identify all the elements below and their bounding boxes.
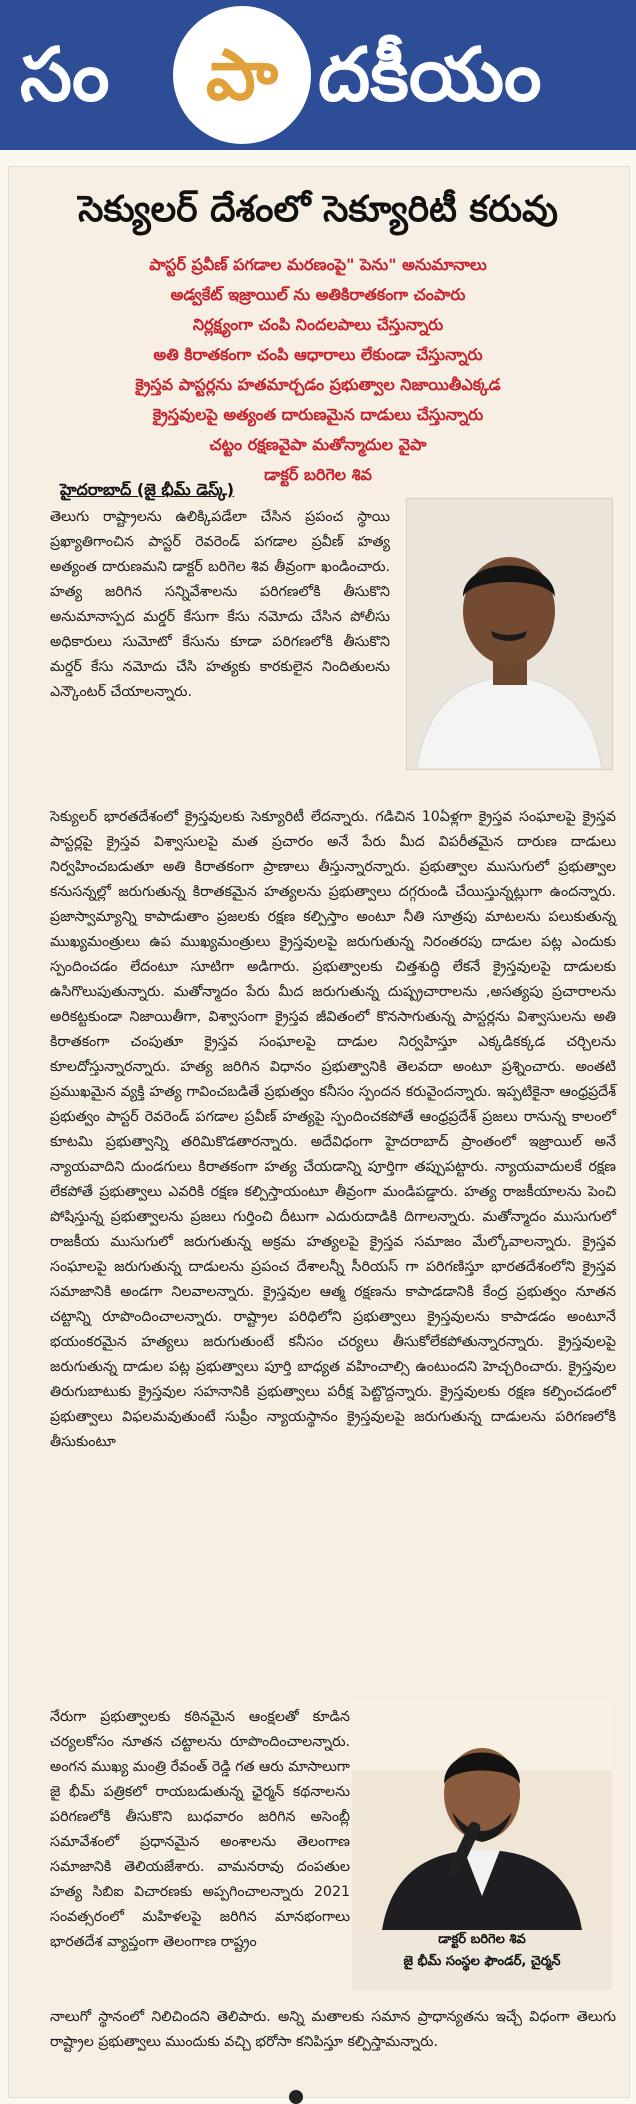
- paragraph-4: నాలుగో స్థానంలో నిలిచిందని తెలిపారు. అన్ని మతాలకు సమాన ప్రాధాన్యతను ఇచ్చే విధంగా తెలుగు రాష్ట్రాల ప్రభుత్వాలు ముందుకు వచ్చి భరోసా కనిపిస్తూ కల్పిస్తామన్నారు.: [50, 2009, 616, 2050]
- photo-caption-name: డాక్టర్ బరిగెల శివ: [438, 1932, 526, 1947]
- subhead: క్రైస్తవులపై అత్యంత దారుణమైన దాడులు చేస్తున్నారు: [152, 405, 484, 424]
- paragraph-3: నేరుగా ప్రభుత్వాలకు కఠినమైన ఆంక్షలతో కూడిన చర్యలకోసం నూతన చట్టాలను రూపొందించాలన్నారు. అంగన ముఖ్య మంత్రి రేవంత్ రెడ్డి గత ఆరు మాసాలుగా జై భీమ్ పత్రికలో రాయబడుతున్న ఛైర్మన్ కథనాలను పరిగణలోకి తీసుకొని బుధవారం జరిగిన అసెంబ్లీ సమావేశంలో ప్రధానమైన అంశాలను తెలంగాణ సమాజానికి తెలియజేశారు. వామనరావు దంపతుల హత్య సిబిఐ విచారణకు అప్పగించాలన్నారు 2021 సంవత్సరంలో మహిళలపై జరిగిన మానభంగాలు భారతదేశ వ్యాప్తంగా తెలంగాణ రాష్ట్రం: [50, 1709, 350, 1950]
- masthead-banner: [0, 0, 636, 150]
- speaker-illustration: [352, 1700, 612, 1930]
- photo-caption-role: జై భీమ్ సంస్థల ఫౌండర్, చైర్మన్: [403, 1954, 561, 1969]
- author-photo: [406, 498, 613, 770]
- subhead: చట్టం రక్షణవైపా మతోన్మాదుల వైపా: [209, 435, 427, 454]
- masthead-word-part2: పా: [205, 34, 279, 116]
- masthead-disc: [173, 6, 311, 144]
- byline: హైదరాబాద్ (జై భీమ్ డెస్క్): [60, 480, 235, 499]
- subhead: పాస్టర్ ప్రవీణ్ పగడాల మరణంపై" పెను" అనుమానాలు: [149, 255, 487, 274]
- article-headline: సెక్యులర్ దేశంలో సెక్యూరిటీ కరువు: [78, 189, 558, 230]
- subhead: నిర్లక్ష్యంగా చంపి నిందలపాలు చేస్తున్నారు: [192, 315, 444, 334]
- subhead: అడ్వకేట్ ఇజ్రాయిల్ ను అతికిరాతకంగా చంపారు: [170, 285, 466, 304]
- portrait-illustration: [407, 499, 612, 769]
- paragraph-2: సెక్యులర్ భారతదేశంలో క్రైస్తవులకు సెక్యూరిటీ లేదన్నారు. గడిచిన 10ఏళ్లగా క్రైస్తవ సంఘాలపై క్రైస్తవ పాస్టర్లపై క్రైస్తవ విశ్వాసులపై మత ప్రచారం అనే పేరు మీద విపరీతమైన దారుణ దాడులు నిర్వహించబడుతూ అతి కిరాతకంగా ప్రాణాలు తీస్తున్నారన్నారు. ప్రభుత్వాల ముసుగులో ప్రభుత్వాల కనుసన్నల్లో జరుగుతున్న కిరాతకమైన హత్యలను ప్రభుత్వాలు దగ్గరుండి చేయిస్తున్నట్లుగా ఉందన్నారు. ప్రజాస్వామ్యాన్ని కాపాడుతాం ప్రజలకు రక్షణ కల్పిస్తాం అంటూ నీతి సూత్రపు మాటలను పలుకుతున్న ముఖ్యమంత్రులు ఉప ముఖ్యమంత్రులు క్రైస్తవులపై జరుగుతున్న నిరంతరపు దాడుల పట్ల ఎందుకు స్పందించడం లేదంటూ సూటిగా అడిగారు. ప్రభుత్వాలకు చిత్తశుద్ధి లేకనే క్రైస్తవులపై దాడులకు ఉసిగొలుపుతున్నారు. మతోన్మాదం పేరు మీద జరుగుతున్న దుష్ప్రచారాలను ,అసత్యపు ప్రచారాలను అరికట్టకుండా నిజాయితీగా, విశ్వాసంగా క్రైస్తవ జీవితంలో కొనసాగుతున్న పాస్టర్లను విశ్వాసులను అతి కిరాతకంగా చంపుతూ క్రైస్తవ సంఘాలపై దాడుల నిర్వహిస్తూ ఎక్కడికక్కడ చర్చిలను కూలదోస్తున్నారన్నారు. హత్య జరిగిన విధానం ప్రభుత్వానికి తెలవదా అంటూ ప్రశ్నించారు. అంతటి ప్రముఖమైన వ్యక్తి హత్య గావించబడితే ప్రభుత్వం కనీసం స్పందన కరువైందన్నారు. ఇప్పటికైనా ఆంధ్రప్రదేశ్ ప్రభుత్వం పాస్టర్ రెవరెండ్ పగడాల ప్రవీణ్ హత్యపై స్పందించకపోతే ఆంధ్రప్రదేశ్ ప్రజలు రానున్న కాలంలో కూటమి ప్రభుత్వాన్ని తరిమికొడతారన్నారు. అదేవిధంగా హైదరాబాద్ ప్రాంతంలో ఇజ్రాయిల్ అనే న్యాయవాదిని దుండగులు కిరాతకంగా హత్య చేయడాన్ని పూర్తిగా తప్పుపట్టారు. న్యాయవాదులకే రక్షణ లేకపోతే ప్రభుత్వాలు ఎవరికి రక్షణ కల్పిస్తాయంటూ తీవ్రంగా మండిపడ్డారు. హత్య రాజకీయాలను పెంచి పోషిస్తున్న ప్రభుత్వాలను ప్రజలు గుర్తించి దీటుగా ఎదురుదాడికి దిగాలన్నారు. మతోన్మాదం ముసుగులో రాజకీయ ముసుగులో జరుగుతున్న అక్రమ హత్యలపై క్రైస్తవ సమాజం మేల్కోవాలన్నారు. క్రైస్తవ సంఘాలపై జరుగుతున్న దాడులను ప్రపంచ దేశాలన్నీ సీరియస్ గా పరిగణిస్తూ భారతదేశంలోని క్రైస్తవ సమాజానికి అండగా నిలవాలన్నారు. క్రైస్తవుల ఆత్మ రక్షణను కాపాడడానికి కేంద్ర ప్రభుత్వం నూతన చట్టాన్ని రూపొందించాలన్నారు. రాష్ట్రాల పరిధిలోని ప్రభుత్వాలు క్రైస్తవులను కాపాడడం అంటూనే భయంకరమైన హత్యలు జరుగుతుంటే కనీసం చర్యలు తీసుకోలేకపోతున్నారన్నారు. క్రైస్తవులపై జరుగుతున్న దాడుల పట్ల ప్రభుత్వాలు పూర్తి బాధ్యత వహించాల్సి ఉంటుందని హెచ్చరించారు. క్రైస్తవుల తిరుగుబాటుకు క్రైస్తవుల సహనానికి ప్రభుత్వాలు పరీక్ష పెట్టొద్దన్నారు. క్రైస్తవులకు రక్షణ కల్పించడంలో ప్రభుత్వాలు విఫలమవుతుంటే సుప్రీం న్యాయస్థానం క్రైస్తవులపై జరుగుతున్న దాడులను పరిగణలోకి తీసుకుంటూ: [50, 809, 616, 1450]
- masthead-word-part1: సం: [20, 32, 110, 118]
- subhead: క్రైస్తవ పాస్టర్లను హతమార్చడం ప్రభుత్వాల నిజాయితీఎక్కడ: [135, 375, 501, 394]
- subheads: [0, 250, 636, 490]
- masthead-word-part3: దకీయం: [318, 32, 542, 118]
- subhead: డాక్టర్ బరిగెల శివ: [264, 465, 372, 484]
- subhead: అతి కిరాతకంగా చంపి ఆధారాలు లేకుండా చేస్తున్నారు: [153, 345, 483, 364]
- paragraph-1: తెలుగు రాష్ట్రాలను ఉలిక్కిపడేలా చేసిన ప్రపంచ స్థాయి ప్రఖ్యాతిగాంచిన పాస్టర్ రెవరెండ్ పగడాల ప్రవీణ్ హత్య అత్యంత దారుణమని డాక్టర్ బరిగెల శివ తీవ్రంగా ఖండించారు. హత్య జరిగిన సన్నివేశాలను పరిగణలోకి తీసుకొని అనుమానాస్పద మర్డర్ కేసుగా కేసు నమోదు చేసిన పోలీసు అధికారులు సుమోటో కేసును కూడా పరిగణలోకి తీసుకొని మర్డర్ కేసు నమోదు చేసి హత్యకు కారకులైన నిందితులను ఎన్కౌంటర్ చేయాలన్నారు.: [50, 509, 390, 700]
